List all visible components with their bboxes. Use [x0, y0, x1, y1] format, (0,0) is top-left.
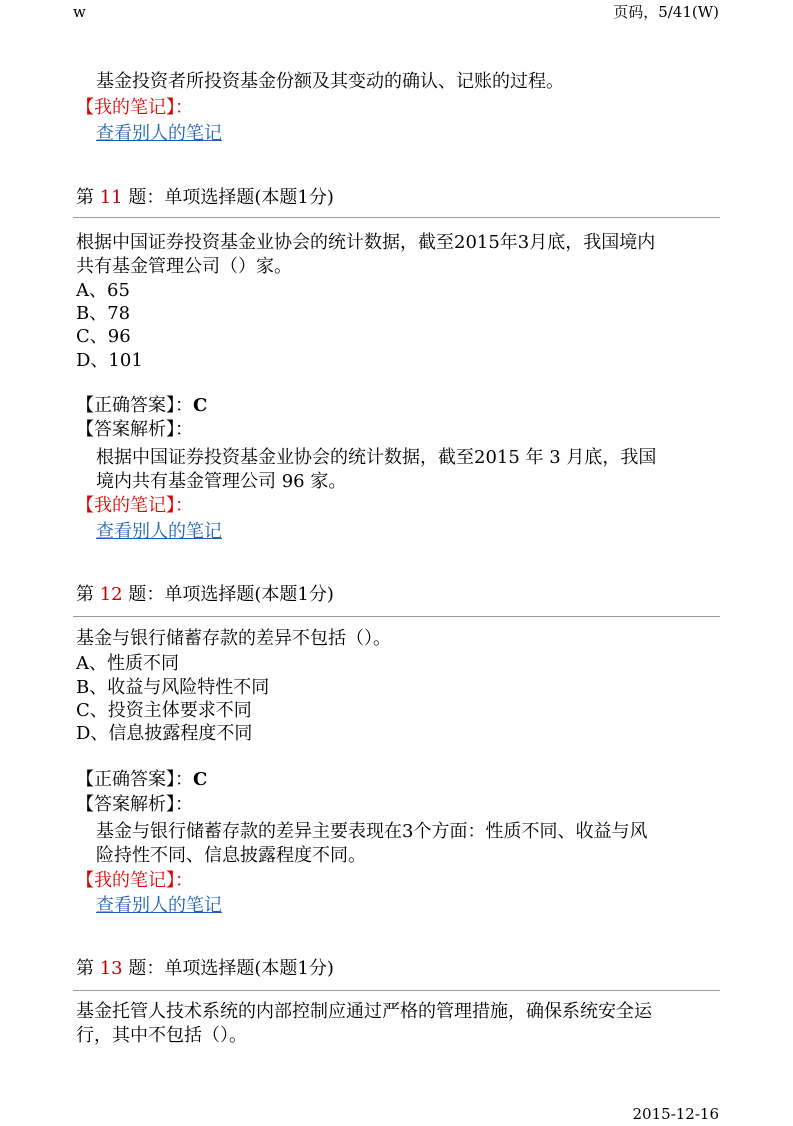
- q11-option-c[interactable]: C、96: [76, 326, 131, 347]
- q11-note-label: 【我的笔记】：: [76, 495, 193, 516]
- header-left: w: [73, 3, 86, 21]
- q12-stem-line1: 基金与银行储蓄存款的差异不包括（）。: [76, 628, 391, 649]
- prev-note-label: 【我的笔记】：: [76, 97, 193, 118]
- q12-option-c[interactable]: C、投资主体要求不同: [76, 700, 252, 721]
- q12-title: [76, 583, 334, 606]
- q12-option-d[interactable]: D、信息披露程度不同: [76, 723, 253, 744]
- q13-title: [76, 957, 334, 980]
- q13-number: 13: [99, 958, 123, 979]
- q12-divider: [73, 616, 720, 617]
- q12-analysis-line2: 险持性不同、信息披露程度不同。: [96, 845, 366, 866]
- prev-analysis-text: 基金投资者所投资基金份额及其变动的确认、记账的过程。: [96, 71, 564, 92]
- q12-number: 12: [99, 584, 123, 605]
- q12-note-label: 【我的笔记】：: [76, 870, 193, 891]
- q11-number: 11: [99, 187, 123, 208]
- footer-date: 2015-12-16: [632, 1105, 719, 1123]
- q11-stem-line1: 根据中国证券投资基金业协会的统计数据，截至2015年3月底，我国境内: [76, 232, 656, 253]
- q11-divider: [73, 217, 720, 218]
- q11-answer: [76, 394, 207, 417]
- q12-prefix: 第: [76, 584, 94, 605]
- q11-view-notes-link[interactable]: 查看别人的笔记: [96, 521, 222, 542]
- q11-option-b[interactable]: B、78: [76, 303, 131, 324]
- q11-analysis-label: 【答案解析】：: [76, 419, 193, 440]
- q13-prefix: 第: [76, 958, 94, 979]
- q13-divider: [73, 990, 720, 991]
- q11-stem-line2: 共有基金管理公司（）家。: [76, 256, 292, 277]
- q12-answer: [76, 768, 207, 791]
- q12-analysis-label: 【答案解析】：: [76, 794, 193, 815]
- q11-option-d[interactable]: D、101: [76, 350, 143, 371]
- prev-view-notes-link[interactable]: 查看别人的笔记: [96, 123, 222, 144]
- q11-title: [76, 186, 334, 209]
- q11-analysis-line2: 境内共有基金管理公司 96 家。: [96, 471, 347, 492]
- q13-stem-line1: 基金托管人技术系统的内部控制应通过严格的管理措施，确保系统安全运: [76, 1001, 652, 1022]
- q11-answer-label: 【正确答案】：: [76, 395, 193, 416]
- q12-answer-value: C: [193, 769, 208, 790]
- q12-option-b[interactable]: B、收益与风险特性不同: [76, 677, 270, 698]
- q12-analysis-line1: 基金与银行储蓄存款的差异主要表现在3个方面：性质不同、收益与风: [96, 821, 648, 842]
- q11-option-a[interactable]: A、65: [76, 280, 130, 301]
- q11-answer-value: C: [193, 395, 208, 416]
- q12-view-notes-link[interactable]: 查看别人的笔记: [96, 895, 222, 916]
- page-number: 页码，5/41(W): [613, 3, 719, 21]
- q13-stem-line2: 行，其中不包括（）。: [76, 1025, 247, 1046]
- q11-type: 题：单项选择题(本题1分): [128, 187, 334, 208]
- q12-option-a[interactable]: A、性质不同: [76, 653, 179, 674]
- q12-type: 题：单项选择题(本题1分): [128, 584, 334, 605]
- q12-answer-label: 【正确答案】：: [76, 769, 193, 790]
- q11-analysis-line1: 根据中国证券投资基金业协会的统计数据，截至2015 年 3 月底，我国: [96, 447, 657, 468]
- q13-type: 题：单项选择题(本题1分): [128, 958, 334, 979]
- q11-prefix: 第: [76, 187, 94, 208]
